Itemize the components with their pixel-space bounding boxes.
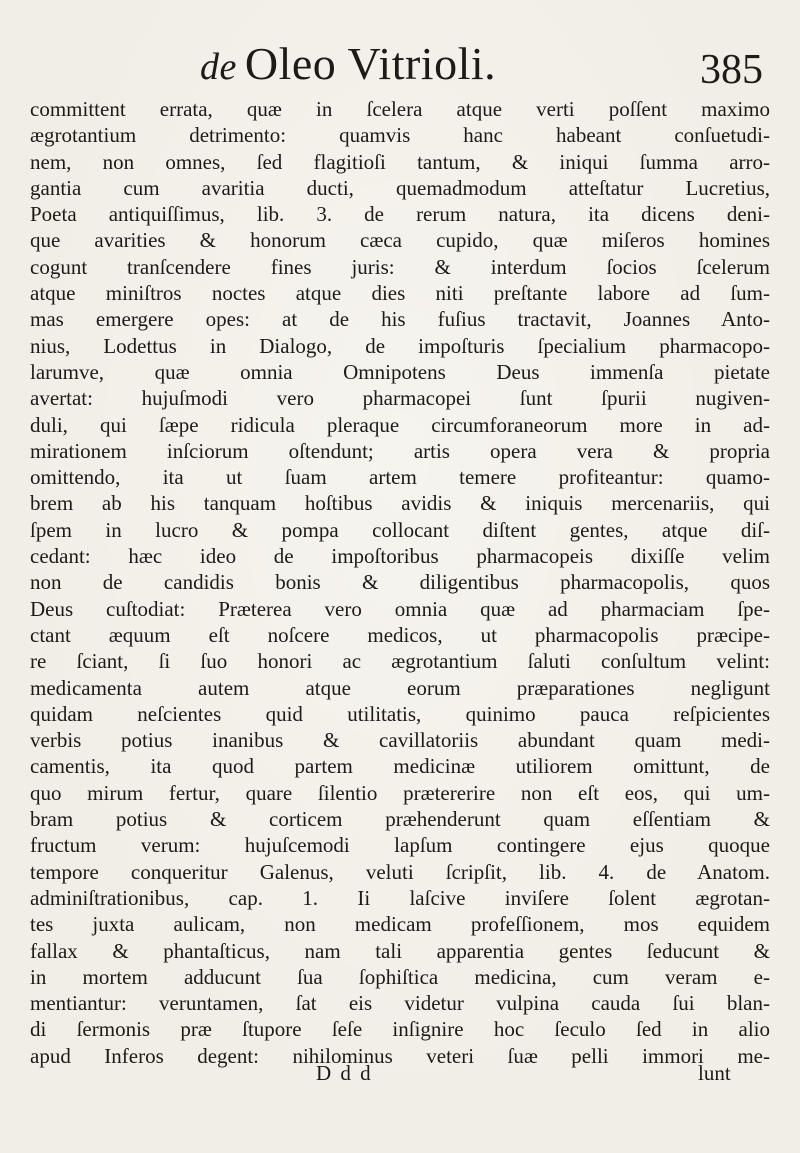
text-line: mentiantur: veruntamen, ſat eis videtur vulpina cauda ſui blan- <box>30 991 770 1016</box>
text-line: atque miniſtros noctes atque dies niti preſtante labore ad ſum- <box>30 281 770 306</box>
text-line: gantia cum avaritia ducti, quemadmodum atteſtatur Lucretius, <box>30 175 770 200</box>
text-line: fallax & phantaſticus, nam tali apparentia gentes ſeducunt & <box>30 938 770 963</box>
text-line: camentis, ita quod partem medicinæ utiliorem omittunt, de <box>30 754 770 779</box>
text-line: ægrotantium detrimento: quamvis hanc habeant conſuetudi- <box>30 123 770 148</box>
text-line: mirationem inſciorum oſtendunt; artis opera vera & propria <box>30 438 770 463</box>
text-line: mas emergere opes: at de his fuſius tractavit, Joannes Anto- <box>30 307 770 332</box>
text-line: fructum verum: hujuſcemodi lapſum contingere ejus quoque <box>30 833 770 858</box>
page-number: 385 <box>700 47 763 93</box>
text-line: apud Inferos degent: nihilominus veteri ſuæ pelli immori me- <box>30 1043 770 1068</box>
text-line: ſpem in lucro & pompa collocant diſtent gentes, atque diſ- <box>30 517 770 542</box>
text-line: nius, Lodettus in Dialogo, de impoſturis ſpecialium pharmacopo- <box>30 333 770 358</box>
text-line: adminiſtrationibus, cap. 1. Ii laſcive inviſere ſolent ægrotan- <box>30 885 770 910</box>
body-text <box>30 96 770 1069</box>
text-line: que avarities & honorum cæca cupido, quæ miſeros homines <box>30 228 770 253</box>
running-title-main: Oleo Vitrioli. <box>244 38 497 89</box>
text-line: verbis potius inanibus & cavillatoriis abundant quam medi- <box>30 728 770 753</box>
text-line: tempore conqueritur Galenus, veluti ſcripſit, lib. 4. de Anatom. <box>30 859 770 884</box>
text-line: Deus cuſtodiat: Præterea vero omnia quæ ad pharmaciam ſpe- <box>30 596 770 621</box>
catchword: lunt <box>698 1061 731 1085</box>
text-line: cogunt tranſcendere fines juris: & interdum ſocios ſcelerum <box>30 254 770 279</box>
running-title <box>200 36 496 95</box>
page-header <box>0 36 800 96</box>
text-line: nem, non omnes, ſed flagitioſi tantum, & iniqui ſumma arro- <box>30 149 770 174</box>
text-line: tes juxta aulicam, non medicam profeſſionem, mos equidem <box>30 912 770 937</box>
text-line: di ſermonis præ ſtupore ſeſe inſignire hoc ſeculo ſed in alio <box>30 1017 770 1042</box>
running-title-prefix: de <box>200 46 237 88</box>
text-line: duli, qui ſæpe ridicula pleraque circumforaneorum more in ad- <box>30 412 770 437</box>
text-line: bram potius & corticem præhenderunt quam eſſentiam & <box>30 807 770 832</box>
text-line: ctant æquum eſt noſcere medicos, ut pharmacopolis præcipe- <box>30 622 770 647</box>
text-line: Poeta antiquiſſimus, lib. 3. de rerum natura, ita dicens deni- <box>30 202 770 227</box>
text-line: medicamenta autem atque eorum præparationes negligunt <box>30 675 770 700</box>
text-line: avertat: hujuſmodi vero pharmacopei ſunt ſpurii nugiven- <box>30 386 770 411</box>
signature-mark: D d d <box>316 1061 373 1085</box>
page-footer <box>0 1060 800 1090</box>
text-line: cedant: hæc ideo de impoſtoribus pharmacopeis dixiſſe velim <box>30 544 770 569</box>
text-line: larumve, quæ omnia Omnipotens Deus immenſa pietate <box>30 359 770 384</box>
text-line: quidam neſcientes quid utilitatis, quinimo pauca reſpicientes <box>30 701 770 726</box>
text-line: omittendo, ita ut ſuam artem temere profiteantur: quamo- <box>30 465 770 490</box>
text-line: in mortem adducunt ſua ſophiſtica medicina, cum veram e- <box>30 964 770 989</box>
text-line: quo mirum fertur, quare ſilentio prætererire non eſt eos, qui um- <box>30 780 770 805</box>
text-line: committent errata, quæ in ſcelera atque verti poſſent maximo <box>30 97 770 121</box>
text-line: non de candidis bonis & diligentibus pharmacopolis, quos <box>30 570 770 595</box>
text-line: re ſciant, ſi ſuo honori ac ægrotantium ſaluti conſultum velint: <box>30 649 770 674</box>
text-line: brem ab his tanquam hoſtibus avidis & iniquis mercenariis, qui <box>30 491 770 516</box>
